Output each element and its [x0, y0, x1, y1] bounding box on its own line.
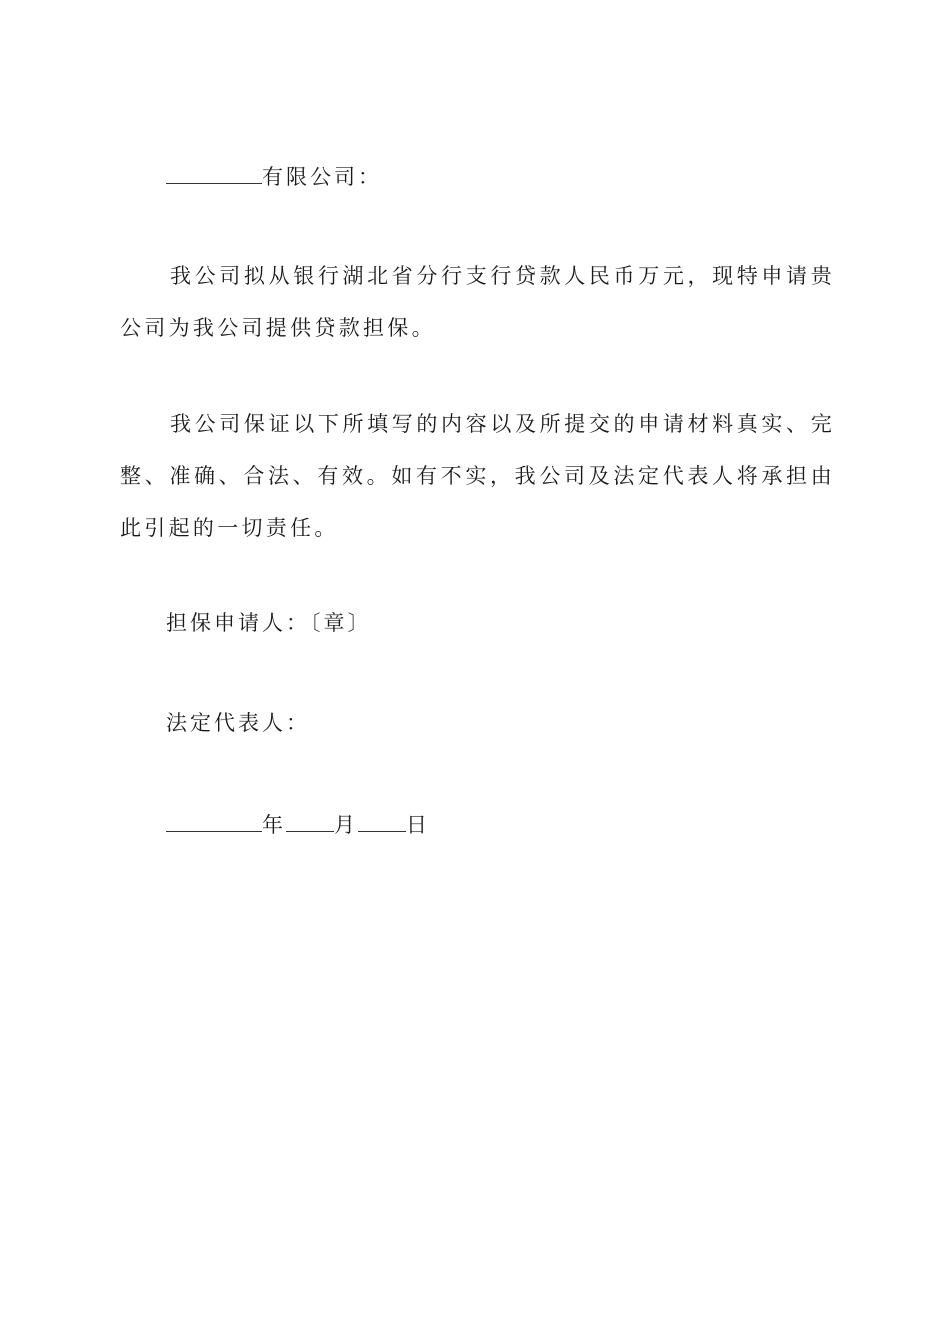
salutation-line: [166, 162, 382, 192]
year-label: 年: [262, 813, 286, 837]
company-name-blank: [166, 163, 262, 184]
applicant-line: 担保申请人：〔章〕: [166, 611, 372, 635]
month-label: 月: [334, 813, 358, 837]
day-blank: [358, 811, 406, 832]
month-blank: [286, 811, 334, 832]
salutation-suffix: 有限公司：: [262, 165, 382, 189]
request-paragraph: 我公司拟从银行湖北省分行支行贷款人民币万元，现特申请贵公司为我公司提供贷款担保。: [120, 264, 835, 340]
guarantee-paragraph: 我公司保证以下所填写的内容以及所提交的申请材料真实、完整、准确、合法、有效。如有不实，我公司及法定代表人将承担由此引起的一切责任。: [120, 412, 835, 540]
date-line: [166, 810, 430, 840]
legal-rep-line: 法定代表人：: [166, 711, 310, 735]
day-label: 日: [406, 813, 430, 837]
year-blank: [166, 811, 262, 832]
